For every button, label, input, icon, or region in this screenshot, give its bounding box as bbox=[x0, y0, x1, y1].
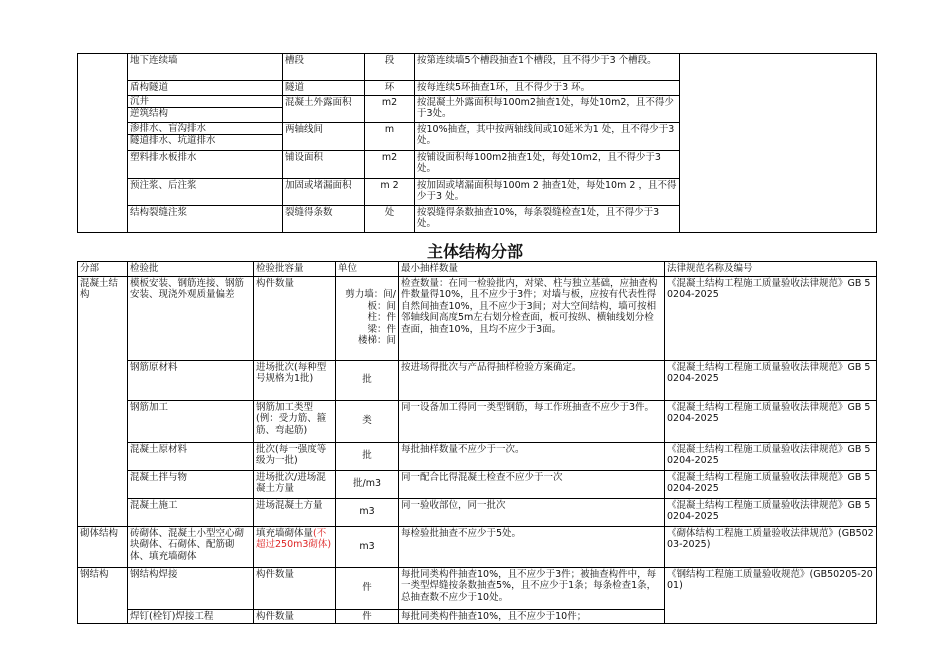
table-row bbox=[78, 442, 877, 470]
unit-cell: 批 bbox=[336, 442, 399, 470]
capacity-cell: 进场批次(每种型号规格为1批) bbox=[254, 360, 336, 400]
sampling-cell: 按进场得批次与产品得抽样检验方案确定。 bbox=[399, 360, 665, 400]
code-cell: 《钢结构工程施工质量验收规范》(GB50205-2001) bbox=[665, 567, 877, 624]
header-capacity: 检验批容量 bbox=[254, 262, 336, 277]
unit-cell: m3 bbox=[336, 526, 399, 567]
batch-cell: 混凝土拌与物 bbox=[128, 470, 254, 498]
division-cell: 混凝土结构 bbox=[78, 276, 128, 526]
unit-cell: m2 bbox=[365, 150, 415, 178]
sampling-cell: 每批抽样数量不应少于一次。 bbox=[399, 442, 665, 470]
sampling-cell: 按加固或堵漏面积每100m 2 抽查1处，每处10m 2 ，且不得少于3 处。 bbox=[415, 178, 680, 205]
table-row bbox=[78, 498, 877, 526]
capacity-cell: 槽段 bbox=[283, 54, 365, 81]
unit-line: 楼梯：间 bbox=[357, 335, 396, 347]
capacity-cell: 进场批次/进场混凝土方量 bbox=[254, 470, 336, 498]
batch-cell: 混凝土施工 bbox=[128, 498, 254, 526]
unit-line: 柱：件 bbox=[367, 312, 396, 324]
batch-line: 隧道排水、坑道排水 bbox=[128, 134, 282, 147]
batch-cell: 混凝土原材料 bbox=[128, 442, 254, 470]
division-cell: 砌体结构 bbox=[78, 526, 128, 567]
batch-cell: 塑料排水板排水 bbox=[128, 150, 283, 178]
capacity-cell: 构件数量 bbox=[254, 276, 336, 360]
header-batch: 检验批 bbox=[128, 262, 254, 277]
sampling-cell: 同一验收部位，同一批次 bbox=[399, 498, 665, 526]
capacity-cell: 钢筋加工类型(例：受力筋、箍筋、弯起筋) bbox=[254, 400, 336, 442]
batch-cell: 焊钉(栓钉)焊接工程 bbox=[128, 609, 254, 624]
code-cell: 《混凝土结构工程施工质量验收法律规范》GB 50204-2025 bbox=[665, 276, 877, 360]
unit-cell: 类 bbox=[336, 400, 399, 442]
batch-line: 渗排水、盲沟排水 bbox=[130, 122, 207, 134]
header-sampling: 最小抽样数量 bbox=[399, 262, 665, 277]
unit-cell: 件 bbox=[336, 609, 399, 624]
table-row bbox=[78, 567, 877, 609]
unit-cell: 段 bbox=[365, 54, 415, 81]
code-cell: 《混凝土结构工程施工质量验收法律规范》GB 50204-2025 bbox=[665, 360, 877, 400]
sampling-cell: 同一设备加工得同一类型钢筋，每工作班抽查不应少于3件。 bbox=[399, 400, 665, 442]
batch-cell bbox=[128, 95, 283, 122]
sampling-cell: 按每连续5环抽查1环，且不得少于3 环。 bbox=[415, 81, 680, 96]
unit-cell: 批/m3 bbox=[336, 470, 399, 498]
code-cell bbox=[680, 54, 877, 233]
sampling-cell: 按裂缝得条数抽查10%，每条裂缝检查1处，且不得少于3 处。 bbox=[415, 205, 680, 232]
main-inspection-table bbox=[77, 261, 877, 624]
capacity-cell: 构件数量 bbox=[254, 609, 336, 624]
unit-cell: m2 bbox=[365, 95, 415, 122]
upper-inspection-table bbox=[77, 53, 877, 233]
division-cell: 钢结构 bbox=[78, 567, 128, 624]
header-unit: 单位 bbox=[336, 262, 399, 277]
capacity-cell: 裂缝得条数 bbox=[283, 205, 365, 232]
header-code: 法律规范名称及编号 bbox=[665, 262, 877, 277]
capacity-cell: 混凝土外露面积 bbox=[283, 95, 365, 122]
unit-line: 板：间 bbox=[367, 300, 396, 312]
capacity-text: 填充墙砌体量 bbox=[256, 527, 314, 539]
unit-cell: 处 bbox=[365, 205, 415, 232]
unit-cell bbox=[336, 276, 399, 360]
unit-cell: 件 bbox=[336, 567, 399, 609]
sampling-cell: 按第连续墙5个槽段抽查1个槽段，且不得少于3 个槽段。 bbox=[415, 54, 680, 81]
capacity-cell: 加固或堵漏面积 bbox=[283, 178, 365, 205]
capacity-cell: 批次(每一强度等级为一批) bbox=[254, 442, 336, 470]
sampling-cell: 按混凝土外露面积每100m2抽查1处，每处10m2，且不得少于3处。 bbox=[415, 95, 680, 122]
unit-cell: m3 bbox=[336, 498, 399, 526]
batch-line: 沉井 bbox=[130, 95, 150, 107]
unit-cell: 批 bbox=[336, 360, 399, 400]
capacity-cell bbox=[254, 526, 336, 567]
sampling-cell: 每批同类构件抽查10%，且不应少于3件；被抽查构件中，每一类型焊缝按条数抽查5%，且不应少于1条；每条检查1条，总抽查数不应少于10处。 bbox=[399, 567, 665, 609]
batch-cell: 钢筋加工 bbox=[128, 400, 254, 442]
header-division: 分部 bbox=[78, 262, 128, 277]
code-cell: 《砌体结构工程施工质量验收法律规范》(GB50203-2025) bbox=[665, 526, 877, 567]
batch-cell bbox=[128, 122, 283, 150]
table-row bbox=[78, 526, 877, 567]
table-row bbox=[78, 470, 877, 498]
batch-cell: 预注浆、后注浆 bbox=[128, 178, 283, 205]
batch-cell: 地下连续墙 bbox=[128, 54, 283, 81]
unit-line: 梁：件 bbox=[367, 323, 396, 335]
sampling-cell: 同一配合比得混凝土检查不应少于一次 bbox=[399, 470, 665, 498]
capacity-limit-note: (不超过250m3砌体) bbox=[256, 527, 332, 550]
unit-line: 剪力墙：间/ bbox=[345, 289, 396, 301]
capacity-cell: 进场混凝土方量 bbox=[254, 498, 336, 526]
batch-cell: 盾构隧道 bbox=[128, 81, 283, 96]
sampling-cell: 检查数量：在同一检验批内，对梁、柱与独立基础，应抽查构件数量得10%，且不应少于3件；对墙与板，应按有代表性得自然间抽查10%，且不应少于3间；对大空间结构，墙可按相邻轴线间高度5m左右划分检查面，板可按纵、横轴线划分检查面，抽查10%，且均不应少于3面。 bbox=[399, 276, 665, 360]
sampling-cell: 每检验批抽查不应少于5处。 bbox=[399, 526, 665, 567]
batch-cell: 结构裂缝注浆 bbox=[128, 205, 283, 232]
unit-cell: m bbox=[365, 122, 415, 150]
capacity-cell: 构件数量 bbox=[254, 567, 336, 609]
code-cell: 《混凝土结构工程施工质量验收法律规范》GB 50204-2025 bbox=[665, 442, 877, 470]
unit-cell: 环 bbox=[365, 81, 415, 96]
capacity-cell: 两轴线间 bbox=[283, 122, 365, 150]
table-row bbox=[78, 400, 877, 442]
unit-cell: m 2 bbox=[365, 178, 415, 205]
table-row bbox=[78, 54, 877, 81]
capacity-cell: 隧道 bbox=[283, 81, 365, 96]
batch-line: 逆筑结构 bbox=[128, 107, 282, 120]
table-row bbox=[78, 276, 877, 360]
code-cell: 《混凝土结构工程施工质量验收法律规范》GB 50204-2025 bbox=[665, 498, 877, 526]
header-row bbox=[78, 262, 877, 277]
capacity-cell: 铺设面积 bbox=[283, 150, 365, 178]
batch-cell: 钢结构焊接 bbox=[128, 567, 254, 609]
sampling-cell: 按10%抽查，其中按两轴线间或10延米为1 处，且不得少于3 处。 bbox=[415, 122, 680, 150]
batch-cell: 砖砌体、混凝土小型空心砌块砌体、石砌体、配筋砌体、填充墙砌体 bbox=[128, 526, 254, 567]
table-row bbox=[78, 360, 877, 400]
sampling-cell: 按铺设面积每100m2抽查1处，每处10m2，且不得少于3处。 bbox=[415, 150, 680, 178]
code-cell: 《混凝土结构工程施工质量验收法律规范》GB 50204-2025 bbox=[665, 400, 877, 442]
division-cell bbox=[78, 54, 128, 233]
batch-cell: 模板安装、钢筋连接、钢筋安装、现浇外观质量偏差 bbox=[128, 276, 254, 360]
section-title: 主体结构分部 bbox=[426, 242, 523, 261]
batch-cell: 钢筋原材料 bbox=[128, 360, 254, 400]
sampling-cell: 每批同类构件抽查10%，且不应少于10件； bbox=[399, 609, 665, 624]
code-cell: 《混凝土结构工程施工质量验收法律规范》GB 50204-2025 bbox=[665, 470, 877, 498]
